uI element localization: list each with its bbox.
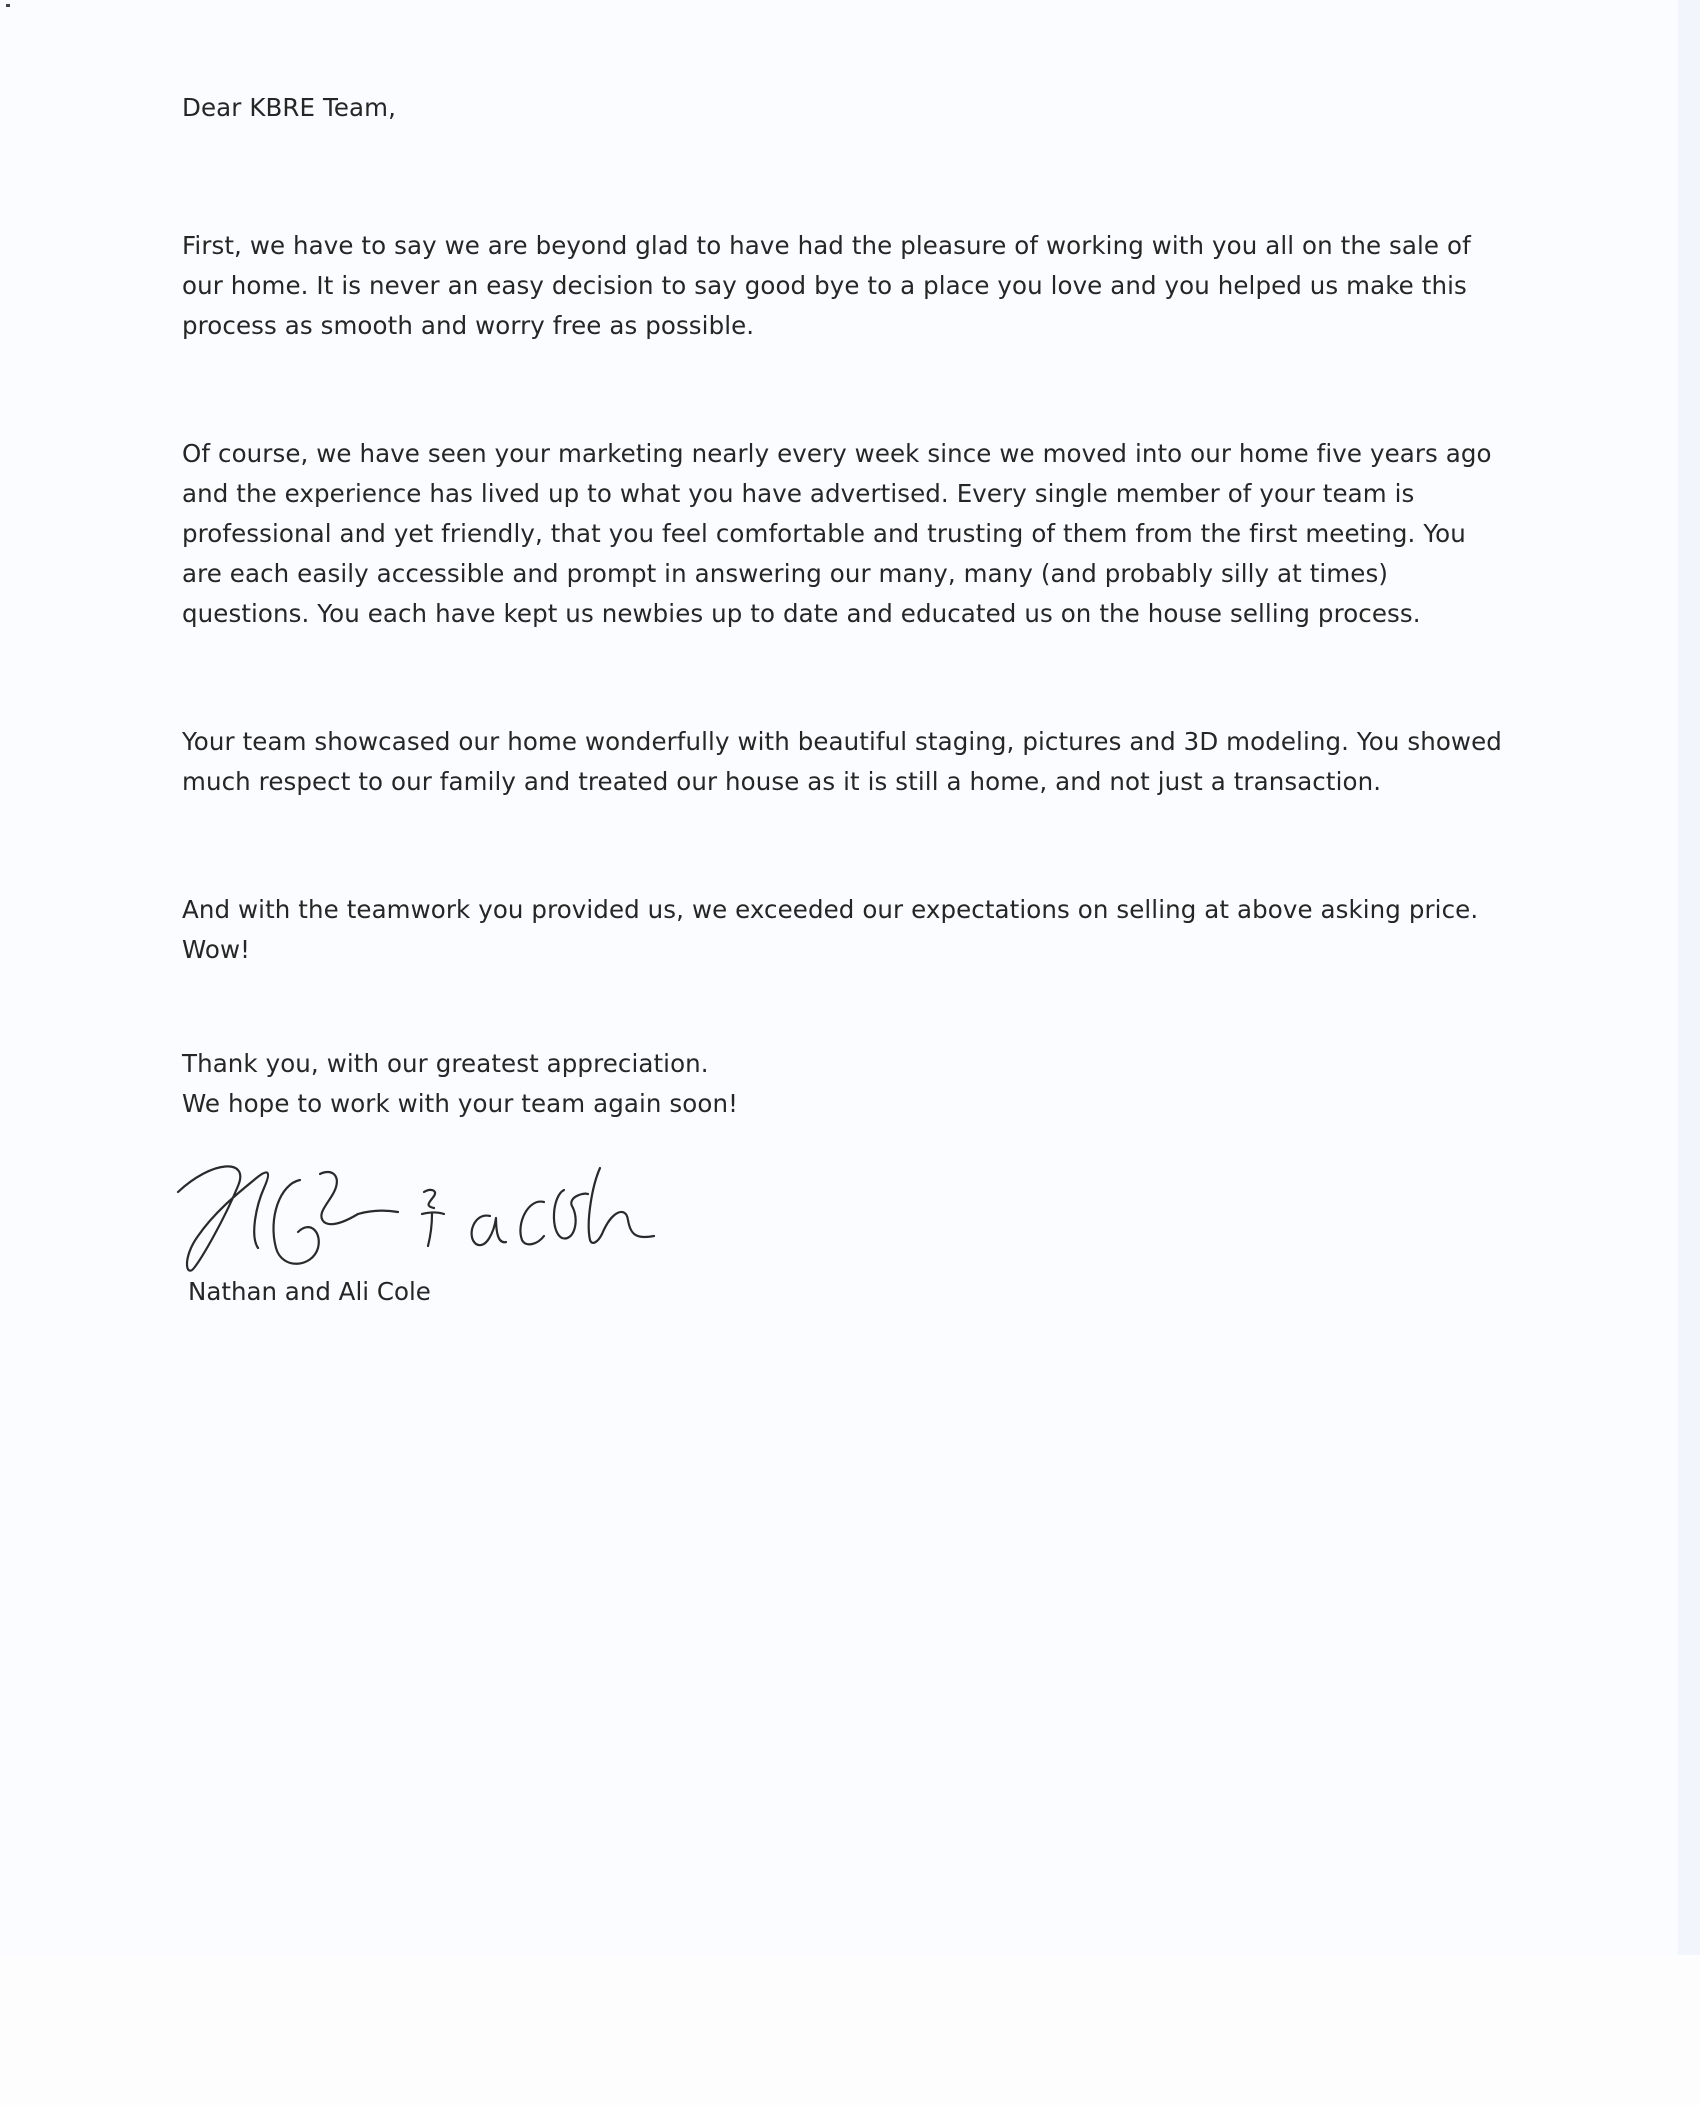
- paragraph-1: First, we have to say we are beyond glad to have had the pleasure of working with you all on the sale of our home. It is never an easy decision to say good bye to a place you love and you helped us make this process as smooth and worry free as possible.: [182, 231, 1471, 340]
- closing-line-2: We hope to work with your team again soon!: [182, 1089, 739, 1118]
- paragraph-4: And with the teamwork you provided us, we exceeded our expectations on selling at above asking price. Wow!: [182, 895, 1479, 964]
- signer-name: Nathan and Ali Cole: [188, 1277, 431, 1306]
- closing-line-1: Thank you, with our greatest appreciation.: [182, 1049, 709, 1078]
- paragraph-2: Of course, we have seen your marketing nearly every week since we moved into our home five years ago and the experience has lived up to what you have advertised. Every single member of your team is professional and yet friendly, that you feel comfortable and trusting of them from the first meeting. You are each easily accessible and prompt in answering our many, many (and probably silly at times) questions. You each have kept us newbies up to date and educated us on the house selling process.: [182, 439, 1492, 628]
- scan-speck: [6, 4, 10, 7]
- paragraph-3: Your team showcased our home wonderfully with beautiful staging, pictures and 3D modeling. You showed much respect to our family and treated our house as it is still a home, and not just a transaction.: [182, 727, 1502, 796]
- scan-edge-bottom: [0, 1955, 1700, 2105]
- letter-body: [182, 88, 1502, 1124]
- handwritten-signature: [172, 1140, 712, 1285]
- scan-edge-right: [1678, 0, 1700, 2105]
- salutation: Dear KBRE Team,: [182, 93, 397, 122]
- signature-drawing: [172, 1140, 712, 1285]
- closing: [182, 1044, 1502, 1124]
